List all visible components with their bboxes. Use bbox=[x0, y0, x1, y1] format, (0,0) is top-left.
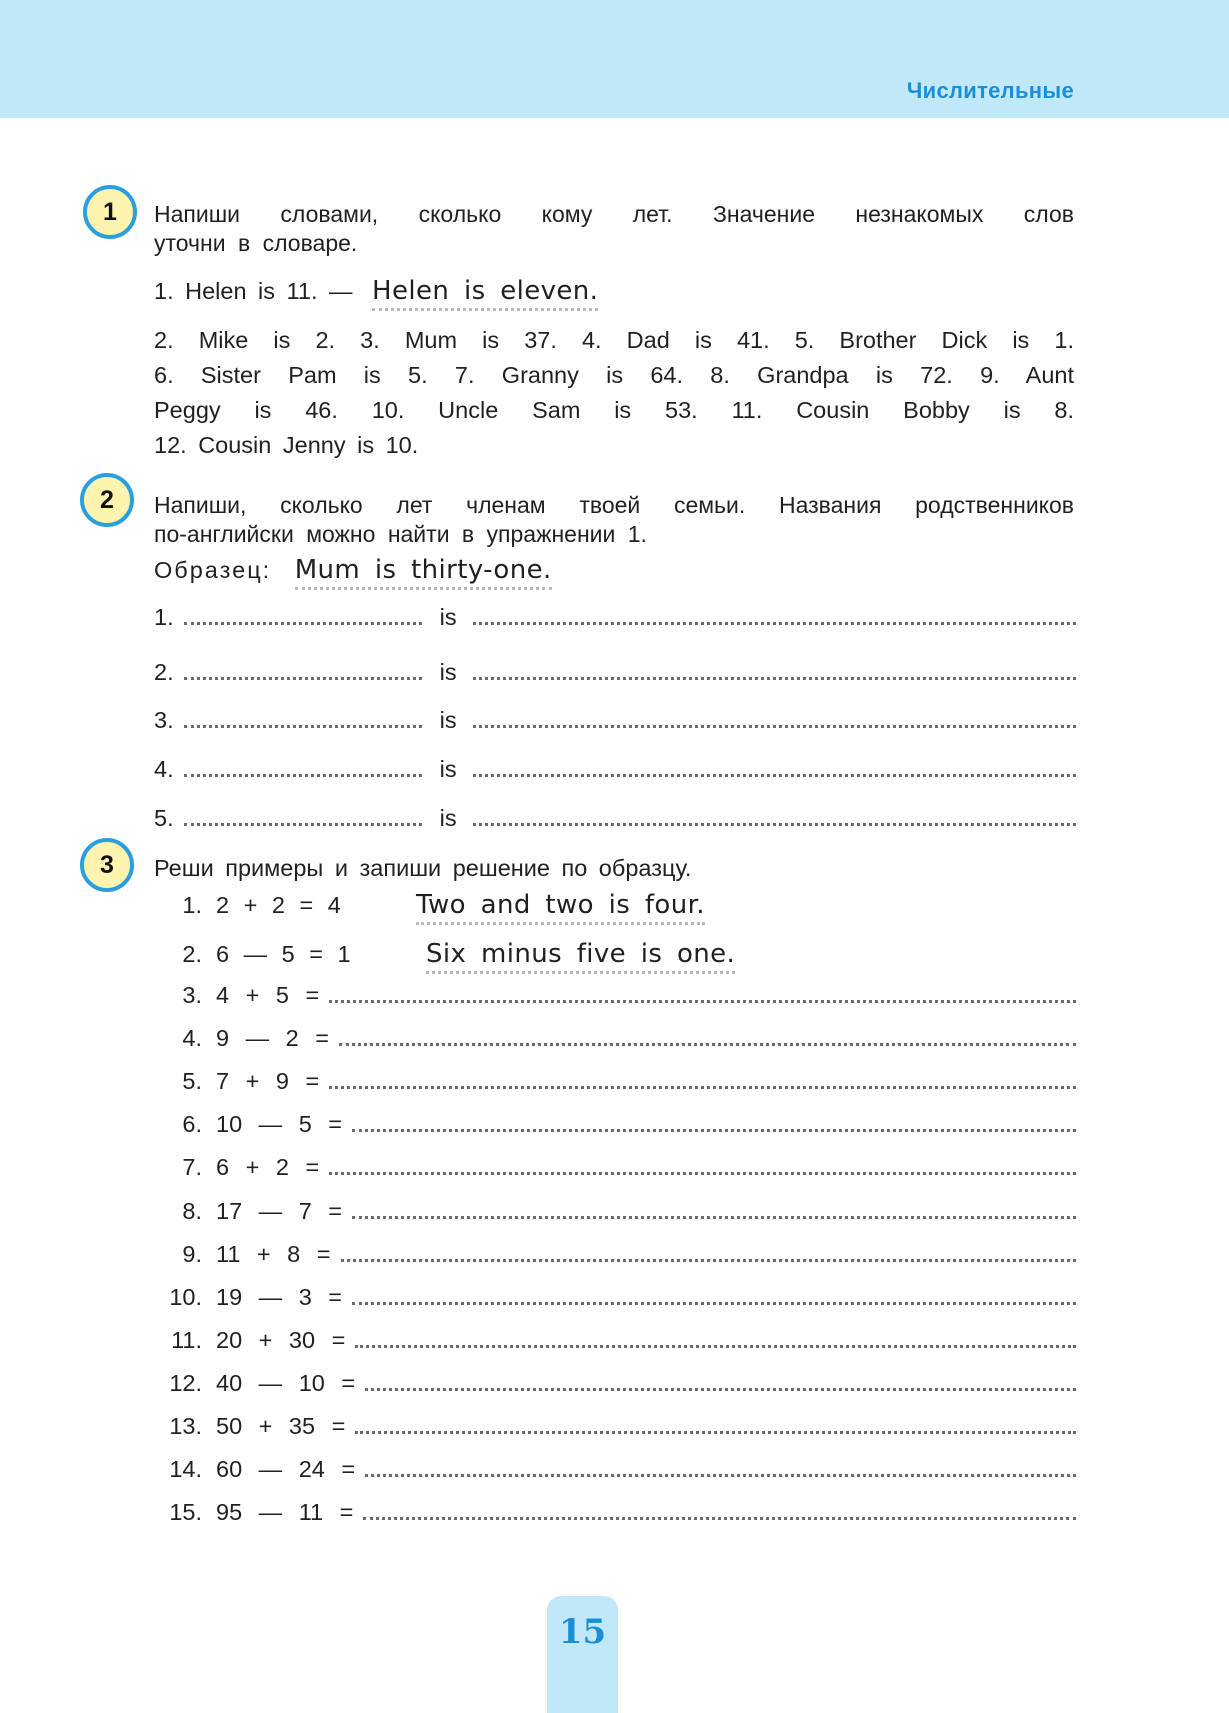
row-number: 13. bbox=[169, 1413, 202, 1439]
example-answer: Six minus five is one. bbox=[426, 939, 735, 974]
answer-blank[interactable] bbox=[352, 1111, 1076, 1132]
name-blank[interactable] bbox=[184, 756, 422, 777]
exercise-1-example bbox=[154, 276, 598, 306]
name-blank[interactable] bbox=[184, 604, 422, 625]
equation-row[interactable] bbox=[154, 982, 1076, 1014]
equation-expression: 17 — 7 = bbox=[216, 1198, 343, 1224]
answer-blank[interactable] bbox=[341, 1241, 1077, 1262]
example-row bbox=[154, 939, 1076, 971]
exercise-2-sample bbox=[154, 555, 552, 585]
row-number: 6. bbox=[182, 1111, 202, 1137]
equation-row[interactable] bbox=[154, 1241, 1076, 1273]
age-blank[interactable] bbox=[473, 659, 1076, 680]
age-blank[interactable] bbox=[473, 805, 1076, 826]
equation-expression: 40 — 10 = bbox=[216, 1370, 356, 1396]
answer-blank[interactable] bbox=[355, 1327, 1076, 1348]
exercise-2-badge: 2 bbox=[80, 473, 134, 527]
row-word: is bbox=[439, 756, 457, 782]
answer-row[interactable] bbox=[154, 805, 1076, 837]
name-blank[interactable] bbox=[184, 805, 422, 826]
equation-expression: 11 + 8 = bbox=[216, 1241, 331, 1267]
prose-line: 2. Mike is 2. 3. Mum is 37. 4. Dad is 41. 5. Brother Dick is 1. bbox=[154, 327, 1074, 353]
equation-expression: 50 + 35 = bbox=[216, 1413, 346, 1439]
exercise-2-instruction-line: Напиши, сколько лет членам твоей семьи. Названия родственников bbox=[154, 492, 1074, 518]
answer-blank[interactable] bbox=[363, 1499, 1076, 1520]
answer-blank[interactable] bbox=[329, 1154, 1076, 1175]
equation-expression: 6 + 2 = bbox=[216, 1154, 320, 1180]
example-answer: Helen is eleven. bbox=[372, 276, 598, 311]
row-number: 5. bbox=[154, 805, 174, 831]
row-number: 7. bbox=[182, 1154, 202, 1180]
age-blank[interactable] bbox=[473, 604, 1076, 625]
page-number: 15 bbox=[558, 1612, 607, 1652]
exercise-3-instruction: Реши примеры и запиши решение по образцу. bbox=[154, 855, 692, 881]
answer-blank[interactable] bbox=[329, 1068, 1076, 1089]
equation-row[interactable] bbox=[154, 1068, 1076, 1100]
row-number: 10. bbox=[169, 1284, 202, 1310]
answer-blank[interactable] bbox=[329, 982, 1076, 1003]
equation-row[interactable] bbox=[154, 1025, 1076, 1057]
example-answer: Two and two is four. bbox=[416, 890, 705, 925]
row-number: 2. bbox=[154, 659, 174, 685]
exercise-1-badge: 1 bbox=[83, 185, 137, 239]
exercise-1-prose bbox=[154, 323, 1074, 463]
equation-expression: 9 — 2 = bbox=[216, 1025, 329, 1051]
answer-row[interactable] bbox=[154, 659, 1076, 691]
row-word: is bbox=[439, 805, 457, 831]
section-title: Числительные bbox=[906, 78, 1074, 103]
equation-row[interactable] bbox=[154, 1456, 1076, 1488]
equation-row[interactable] bbox=[154, 1499, 1076, 1531]
row-number: 1. bbox=[154, 604, 174, 630]
answer-blank[interactable] bbox=[355, 1413, 1076, 1434]
row-number: 3. bbox=[154, 707, 174, 733]
answer-row[interactable] bbox=[154, 604, 1076, 636]
equation-row[interactable] bbox=[154, 1284, 1076, 1316]
equation-row[interactable] bbox=[154, 1154, 1076, 1186]
answer-blank[interactable] bbox=[365, 1370, 1076, 1391]
row-number: 4. bbox=[182, 1025, 202, 1051]
exercise-2-instruction-line: по-английски можно найти в упражнении 1. bbox=[154, 521, 647, 547]
equation-row[interactable] bbox=[154, 1413, 1076, 1445]
exercise-1-instruction bbox=[154, 200, 1074, 258]
exercise-2-instruction bbox=[154, 491, 1074, 549]
exercise-1-instruction-line: Напиши словами, сколько кому лет. Значение незнакомых слов bbox=[154, 201, 1074, 227]
equation-row[interactable] bbox=[154, 1198, 1076, 1230]
answer-row[interactable] bbox=[154, 707, 1076, 739]
example-prefix: 1. Helen is 11. — bbox=[154, 278, 353, 304]
equation-expression: 10 — 5 = bbox=[216, 1111, 343, 1137]
row-number: 8. bbox=[182, 1198, 202, 1224]
equation-expression: 20 + 30 = bbox=[216, 1327, 346, 1353]
sample-answer: Mum is thirty-one. bbox=[295, 555, 552, 590]
answer-row[interactable] bbox=[154, 756, 1076, 788]
example-row bbox=[154, 890, 1076, 922]
equation-expression: 60 — 24 = bbox=[216, 1456, 356, 1482]
row-number: 1. bbox=[182, 892, 202, 918]
age-blank[interactable] bbox=[473, 756, 1076, 777]
answer-blank[interactable] bbox=[339, 1025, 1076, 1046]
row-number: 14. bbox=[169, 1456, 202, 1482]
equation-row[interactable] bbox=[154, 1327, 1076, 1359]
row-word: is bbox=[439, 659, 457, 685]
row-number: 11. bbox=[171, 1327, 202, 1353]
row-word: is bbox=[439, 707, 457, 733]
equation-row[interactable] bbox=[154, 1111, 1076, 1143]
answer-blank[interactable] bbox=[352, 1284, 1076, 1305]
exercise-3-badge: 3 bbox=[80, 838, 134, 892]
answer-blank[interactable] bbox=[365, 1456, 1076, 1477]
equation-expression: 7 + 9 = bbox=[216, 1068, 320, 1094]
example-expression: 2 + 2 = 4 bbox=[216, 892, 341, 918]
exercise-1-instruction-line: уточни в словаре. bbox=[154, 230, 358, 256]
row-number: 5. bbox=[182, 1068, 202, 1094]
row-number: 12. bbox=[169, 1370, 202, 1396]
row-number: 2. bbox=[182, 941, 202, 967]
age-blank[interactable] bbox=[473, 707, 1076, 728]
name-blank[interactable] bbox=[184, 707, 422, 728]
equation-expression: 19 — 3 = bbox=[216, 1284, 343, 1310]
row-number: 3. bbox=[182, 982, 202, 1008]
row-number: 15. bbox=[169, 1499, 202, 1525]
row-number: 9. bbox=[182, 1241, 202, 1267]
prose-line: 12. Cousin Jenny is 10. bbox=[154, 432, 419, 458]
equation-expression: 95 — 11 = bbox=[216, 1499, 354, 1525]
example-expression: 6 — 5 = 1 bbox=[216, 941, 351, 967]
equation-expression: 4 + 5 = bbox=[216, 982, 320, 1008]
prose-line: 6. Sister Pam is 5. 7. Granny is 64. 8. Grandpa is 72. 9. Aunt bbox=[154, 362, 1074, 388]
answer-blank[interactable] bbox=[352, 1198, 1076, 1219]
row-number: 4. bbox=[154, 756, 174, 782]
prose-line: Peggy is 46. 10. Uncle Sam is 53. 11. Cousin Bobby is 8. bbox=[154, 397, 1074, 423]
equation-row[interactable] bbox=[154, 1370, 1076, 1402]
name-blank[interactable] bbox=[184, 659, 422, 680]
sample-label: Образец: bbox=[154, 557, 272, 583]
row-word: is bbox=[439, 604, 457, 630]
